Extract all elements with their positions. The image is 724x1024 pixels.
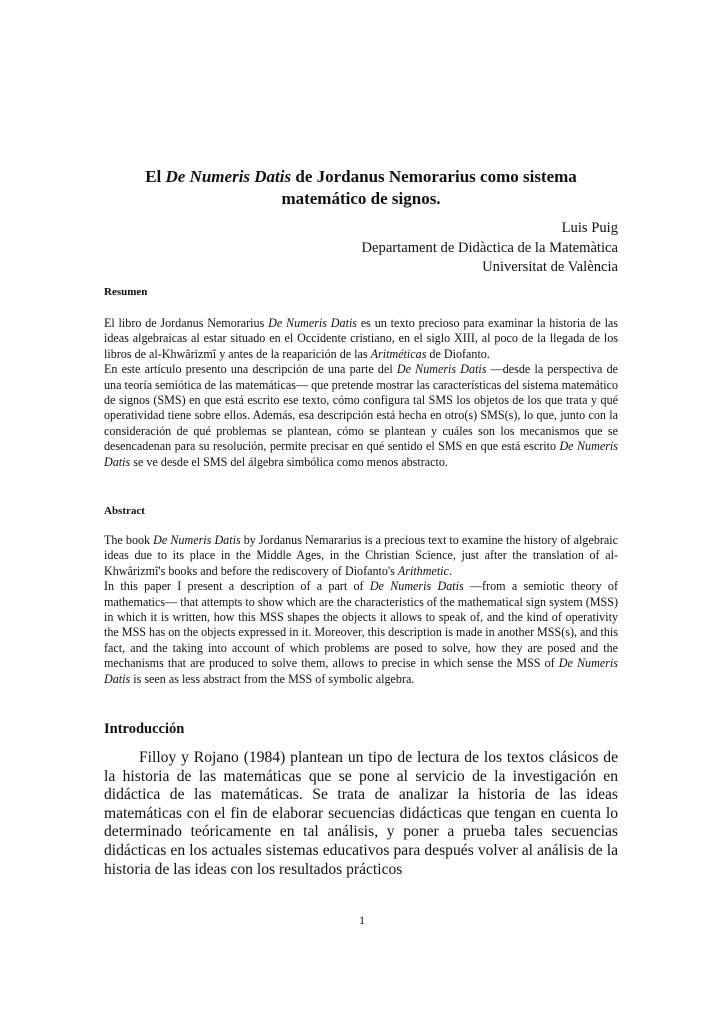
text-run: —desde la perspectiva de una teoría semiótica de las matemáticas— que pretende mostrar las características del sistema matemático de signos (SMS) en que está escrito ese texto, cómo configura tal SMS los objetos de los que trata y qué operatividad tiene sobre ellos. Además, esa descripción está hecha en otro(s) SMS(s), lo que, junto con la consideración de qué problemas se plantean, cómo se plantean y cuáles son los mecanismos que se desencadenan para su resolución, permite precisar en qué sentido el SMS en que está escrito <box>104 362 619 454</box>
italic-run: De Numeris Datis <box>153 533 241 547</box>
title-italic: De Numeris Datis <box>165 167 292 186</box>
resumen-heading: Resumen <box>104 286 148 298</box>
paper-title <box>104 166 618 210</box>
text-run: se ve desde el SMS del álgebra simbólica como menos abstracto. <box>130 454 448 469</box>
introduccion-heading: Introducción <box>104 721 185 737</box>
text-run: El libro de Jordanus Nemorarius <box>104 316 269 330</box>
title-part2: de Jordanus Nemorarius como sistema matemático de signos. <box>281 167 577 208</box>
page-number: 1 <box>359 913 365 927</box>
italic-run: De Numeris Datis <box>104 656 618 686</box>
italic-run: De Numeris Datis <box>369 579 464 594</box>
text-run: En este artículo presento una descripción de una parte del <box>104 362 397 377</box>
text-run: de Diofanto. <box>426 346 490 361</box>
abstract-paragraph-2 <box>104 579 618 687</box>
abstract-body <box>104 533 618 687</box>
text-run: In this paper I present a description of a part of <box>104 579 370 594</box>
author-university: Universitat de València <box>482 259 618 275</box>
text-run: The book <box>104 533 154 547</box>
text-run: is seen as less abstract from the MSS of symbolic algebra. <box>130 671 415 686</box>
italic-run: Arithmetic <box>397 563 449 578</box>
text-run: —from a semiotic theory of mathematics— that attempts to show which are the characteristics of the mathematical sign system (MSS) in which it is written, how this MSS shapes the objects it allows to speak of, and the kind of operativity the MSS has on the objects expressed in it. Moreover, this description is made in another MSS(s), and this fact, and the taking into account of which problems are posed to solve, how they are posed and the mechanisms that are produced to solve them, allows to precise in which sense the MSS of <box>104 579 618 671</box>
italic-run: De Numeris Datis <box>104 439 618 469</box>
resumen-body <box>104 316 618 470</box>
author-name: Luis Puig <box>561 220 618 236</box>
italic-run: Aritméticas <box>370 346 427 361</box>
abstract-paragraph-1 <box>104 533 618 579</box>
text-run: es un texto precioso para examinar la historia de las ideas algebraicas al estar situado en el Occidente cristiano, en el siglo XIII, al poco de la llegada de los libros de al-Khwârizmî y antes de la reaparición de las <box>104 316 618 361</box>
introduccion-paragraph: Filloy y Rojano (1984) plantean un tipo de lectura de los textos clásicos de la historia de las matemáticas que se pone al servicio de la investigación en didáctica de las matemáticas. Se trata de analizar la historia de las ideas matemáticas con el fin de elaborar secuencias didácticas que tengan en cuenta lo determinado teóricamente en tal análisis, y poner a prueba tales secuencias didácticas en los actuales sistemas educativos para después volver al análisis de la historia de las ideas con los resultados prácticos <box>104 749 618 878</box>
resumen-paragraph-1 <box>104 316 618 362</box>
abstract-heading: Abstract <box>104 505 145 517</box>
author-block <box>362 219 618 278</box>
text-run: by Jordanus Nemararius is a precious text to examine the history of algebraic ideas due to its place in the Middle Ages, in the Christian Science, just after the translation of al-Khwârizmî's books and before the rediscovery of Diofanto's <box>104 533 618 578</box>
author-department: Departament de Didàctica de la Matemàtica <box>361 239 618 256</box>
italic-run: De Numeris Datis <box>268 316 358 330</box>
title-part1: El <box>145 167 166 186</box>
resumen-paragraph-2 <box>104 362 618 470</box>
text-run: . <box>448 563 452 578</box>
italic-run: De Numeris Datis <box>396 362 487 377</box>
